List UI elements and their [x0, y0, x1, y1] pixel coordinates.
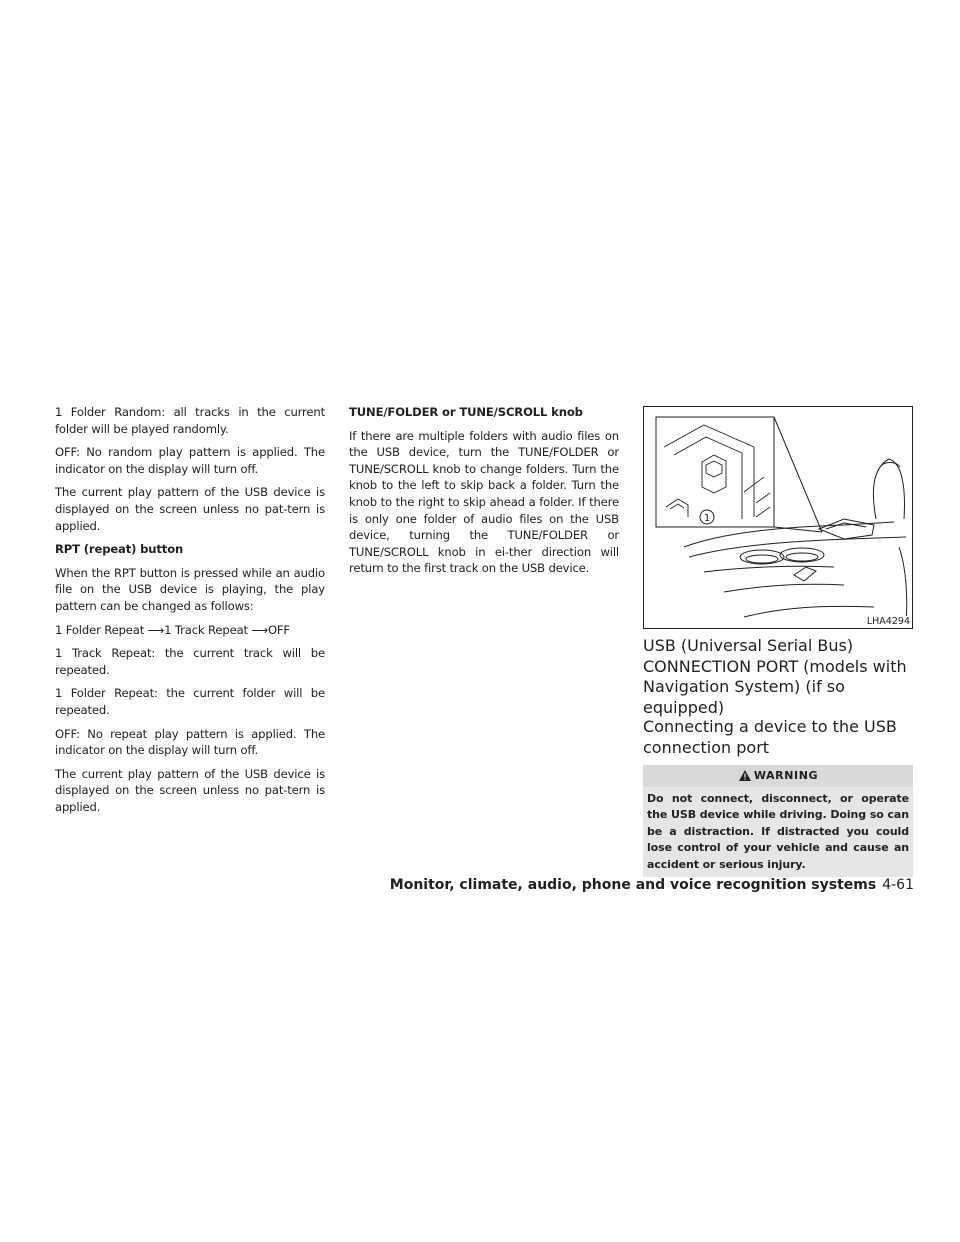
warning-triangle-icon [738, 769, 752, 782]
tune-folder-heading: TUNE/FOLDER or TUNE/SCROLL knob [349, 405, 583, 419]
paragraph-random-off: OFF: No random play pattern is applied. The indicator on the display will turn off. [55, 445, 325, 476]
figure-id: LHA4294 [866, 616, 910, 627]
warning-header [643, 765, 913, 787]
paragraph-random-pattern: The current play pattern of the USB device is displayed on the screen unless no pat-tern is applied. [55, 485, 325, 533]
subsection-heading: Connecting a device to the USB connection port [643, 717, 897, 757]
warning-text: Do not connect, disconnect, or operate the USB device while driving. Doing so can be a distraction. If distracted you could lose control of your vehicle and cause an accident or serious injury. [643, 787, 913, 877]
paragraph-track-repeat: 1 Track Repeat: the current track will be repeated. [55, 646, 325, 677]
section-heading: USB (Universal Serial Bus) CONNECTION PORT (models with Navigation System) (if so equipped) [643, 636, 907, 717]
page-footer [390, 877, 914, 893]
paragraph-rpt-intro: When the RPT button is pressed while an audio file on the USB device is playing, the play pattern can be changed as follows: [55, 565, 325, 613]
paragraph-folder-repeat: 1 Folder Repeat: the current folder will be repeated. [55, 686, 325, 717]
page-number: 4-61 [882, 877, 914, 893]
warning-title: WARNING [753, 769, 819, 782]
usb-port-illustration [643, 406, 913, 629]
paragraph-repeat-off: OFF: No repeat play pattern is applied. The indicator on the display will turn off. [55, 726, 325, 758]
rpt-button-heading: RPT (repeat) button [55, 542, 184, 557]
warning-box [643, 765, 913, 869]
callout-number: 1 [703, 513, 711, 524]
footer-title: Monitor, climate, audio, phone and voice recognition systems [389, 877, 877, 893]
paragraph-tune-folder: If there are multiple folders with audio files on the USB device, turn the TUNE/FOLDER or TUNE/SCROLL knob to change folders. Turn the knob to the left to skip back a folder. Turn the knob to the right to skip ahead a folder. If there is only one folder of audio files on the USB device, turning the TUNE/FOLDER or TUNE/SCROLL knob in ei-ther direction will return to the first track on the USB device. [349, 428, 619, 576]
left-column [55, 404, 325, 822]
console-drawing [644, 407, 912, 628]
paragraph-repeat-sequence: 1 Folder Repeat ⟶1 Track Repeat ⟶OFF [55, 622, 290, 637]
middle-column [349, 404, 619, 584]
paragraph-folder-random: 1 Folder Random: all tracks in the current folder will be played randomly. [55, 405, 325, 436]
paragraph-repeat-pattern: The current play pattern of the USB device is displayed on the screen unless no pat-tern is applied. [55, 766, 325, 814]
